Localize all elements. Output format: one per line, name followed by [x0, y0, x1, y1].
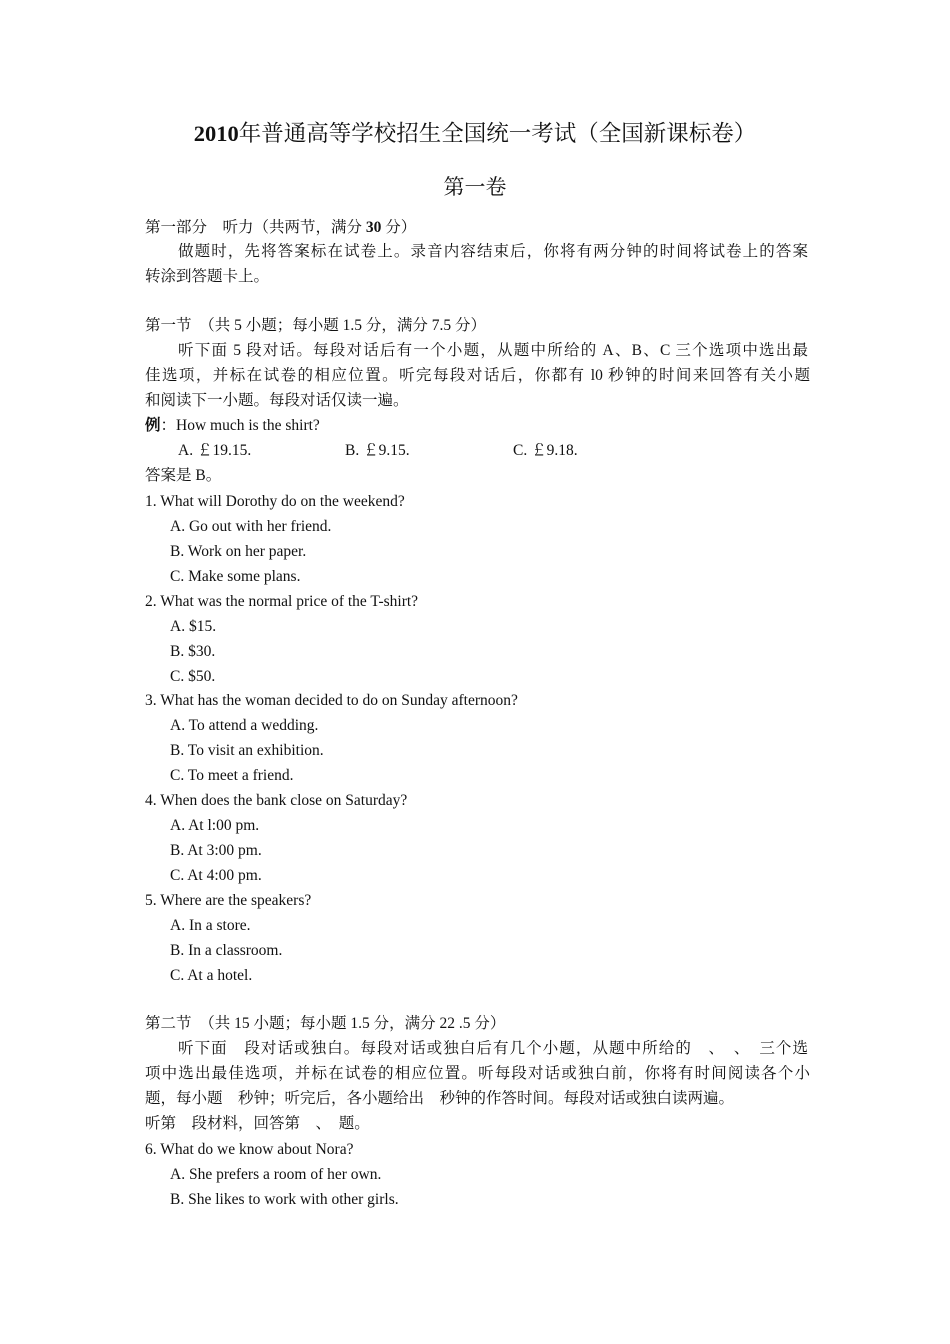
exam-title	[0, 118, 950, 150]
answer-option: B. To visit an exhibition.	[170, 742, 324, 759]
section2-instruction-line: 项中选出最佳选项，并标在试卷的相应位置。听每段对话或独白前，你将有时间阅读各个小	[145, 1065, 810, 1082]
example-option: C. ￡9.18.	[513, 442, 578, 459]
answer-option: A. At l:00 pm.	[170, 817, 260, 834]
question-stem: 5. Where are the speakers?	[145, 892, 312, 909]
answer-option: C. Make some plans.	[170, 568, 301, 585]
example-label: 例	[145, 417, 161, 434]
section2-heading: 第二节 （共 15 小题；每小题 1.5 分，满分 22 .5 分）	[145, 1015, 506, 1032]
example-option: A. ￡19.15.	[178, 442, 252, 459]
part1-instruction-line: 转涂到答题卡上。	[145, 268, 270, 285]
question-stem: 3. What has the woman decided to do on Sunday afternoon?	[145, 692, 518, 709]
answer-option: A. Go out with her friend.	[170, 518, 332, 535]
section1-instruction-line: 听下面 5 段对话。每段对话后有一个小题，从题中所给的 A、B、C 三个选项中选出最	[178, 342, 808, 359]
section2-instruction-line: 题，每小题 秒钟；听完后，各小题给出 秒钟的作答时间。每段对话或独白读两遍。	[145, 1090, 735, 1107]
section2-instruction-line: 听第 段材料，回答第 、 题。	[145, 1115, 370, 1132]
part1-score: 30	[365, 219, 382, 236]
part1-heading	[145, 217, 810, 239]
section1-instruction-line: 佳选项，并标在试卷的相应位置。听完每段对话后，你都有 l0 秒钟的时间来回答有关小题	[145, 367, 810, 384]
part1-heading-end: 分）	[381, 219, 417, 236]
volume-title: 第一卷	[443, 175, 507, 199]
answer-option: B. $30.	[170, 643, 216, 660]
answer-option: A. In a store.	[170, 917, 251, 934]
part1-instruction-line: 做题时，先将答案标在试卷上。录音内容结束后，你将有两分钟的时间将试卷上的答案	[178, 243, 808, 260]
section1-heading: 第一节 （共 5 小题；每小题 1.5 分，满分 7.5 分）	[145, 317, 487, 334]
question-stem: 2. What was the normal price of the T-shirt?	[145, 593, 419, 610]
answer-option: A. To attend a wedding.	[170, 717, 319, 734]
answer-option: A. $15.	[170, 618, 217, 635]
answer-option: C. To meet a friend.	[170, 767, 294, 784]
answer-option: C. At 4:00 pm.	[170, 867, 262, 884]
question-stem: 1. What will Dorothy do on the weekend?	[145, 493, 405, 510]
example-question	[145, 415, 810, 437]
answer-option: B. At 3:00 pm.	[170, 842, 262, 859]
section1-instruction-line: 和阅读下一小题。每段对话仅读一遍。	[145, 392, 409, 409]
exam-title-year: 2010	[193, 121, 239, 146]
part1-heading-text: 第一部分 听力（共两节，满分	[145, 219, 366, 236]
answer-option: C. At a hotel.	[170, 967, 253, 984]
answer-option: A. She prefers a room of her own.	[170, 1166, 382, 1183]
answer-option: B. In a classroom.	[170, 942, 283, 959]
answer-option: B. Work on her paper.	[170, 543, 307, 560]
example-option: B. ￡9.15.	[345, 442, 410, 459]
example-question-text: ：How much is the shirt?	[160, 417, 320, 434]
question-stem: 4. When does the bank close on Saturday?	[145, 792, 408, 809]
question-stem: 6. What do we know about Nora?	[145, 1141, 354, 1158]
section2-instruction-line: 听下面 段对话或独白。每段对话或独白后有几个小题，从题中所给的 、 、 三个选	[178, 1040, 808, 1057]
answer-option: C. $50.	[170, 668, 216, 685]
example-answer: 答案是 B。	[145, 467, 222, 484]
exam-title-text: 年普通高等学校招生全国统一考试（全国新课标卷）	[238, 121, 757, 146]
answer-option: B. She likes to work with other girls.	[170, 1191, 399, 1208]
